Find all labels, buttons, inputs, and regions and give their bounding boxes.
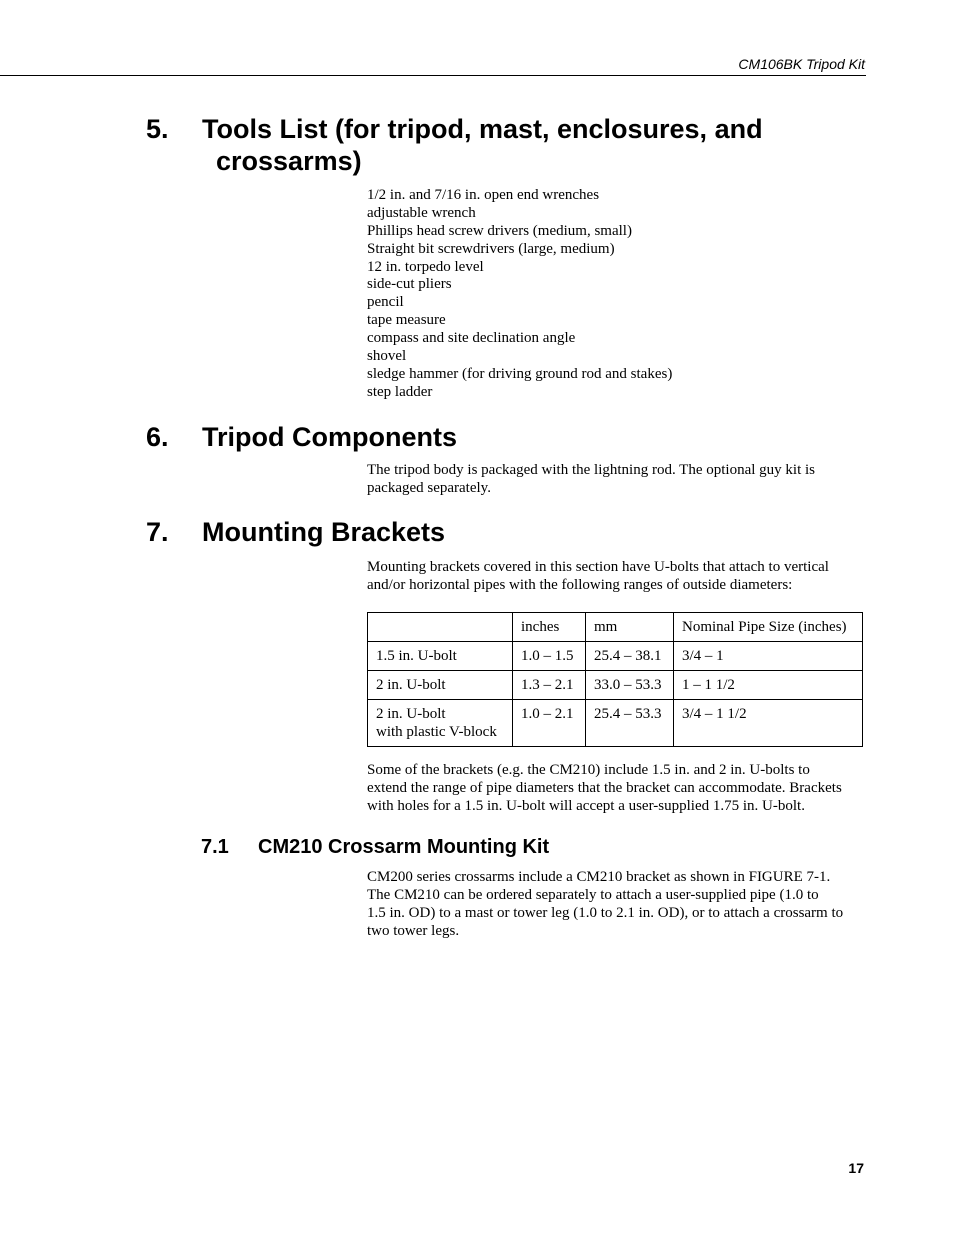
table-cell: 3/4 – 1 1/2 [674, 700, 863, 747]
section-7-1-body [367, 868, 867, 940]
list-item: 12 in. torpedo level [367, 258, 484, 275]
list-item: side-cut pliers [367, 276, 452, 293]
table-cell: 3/4 – 1 [674, 642, 863, 671]
list-item: pencil [367, 294, 404, 311]
section-7-outro [367, 761, 867, 815]
section-5-number: 5. [146, 114, 169, 144]
section-6-body [367, 461, 867, 497]
tools-list [367, 186, 867, 401]
table-cell: 1.5 in. U-bolt [368, 642, 513, 671]
table-cell: 1 – 1 1/2 [674, 671, 863, 700]
list-item: sledge hammer (for driving ground rod and stakes) [367, 365, 673, 382]
section-7-outro-line3: with holes for a 1.5 in. U-bolt will accept a user-supplied 1.75 in. U-bolt. [367, 798, 805, 814]
section-7-heading [146, 516, 445, 548]
section-7-1-number: 7.1 [201, 836, 229, 858]
section-7-title: Mounting Brackets [202, 517, 446, 547]
section-6-body-line2: packaged separately. [367, 480, 491, 496]
table-cell [368, 700, 513, 747]
section-6-body-line1: The tripod body is packaged with the lightning rod. The optional guy kit is [367, 462, 815, 478]
section-7-intro [367, 558, 867, 594]
section-6-title: Tripod Components [202, 422, 457, 452]
list-item: 1/2 in. and 7/16 in. open end wrenches [367, 187, 600, 203]
section-7-1-body-line4: two tower legs. [367, 923, 460, 939]
section-7-1-body-line3: 1.5 in. OD) to a mast or tower leg (1.0 to 2.1 in. OD), or to attach a crossarm to [367, 905, 844, 921]
table-row [368, 700, 863, 747]
list-item: compass and site declination angle [367, 330, 576, 347]
table-cell: 1.0 – 1.5 [513, 642, 586, 671]
list-item: Phillips head screw drivers (medium, small) [367, 222, 632, 239]
section-7-1-title: CM210 Crossarm Mounting Kit [258, 836, 550, 858]
section-7-intro-line1: Mounting brackets covered in this section have U-bolts that attach to vertical [367, 559, 829, 575]
table-cell: 33.0 – 53.3 [586, 671, 674, 700]
section-7-outro-line1: Some of the brackets (e.g. the CM210) include 1.5 in. and 2 in. U-bolts to [367, 762, 810, 778]
section-5-heading [146, 113, 763, 177]
table-cell: 1.0 – 2.1 [513, 700, 586, 747]
section-6-number: 6. [146, 422, 169, 452]
list-item: step ladder [367, 383, 433, 400]
section-7-1-heading [201, 835, 549, 859]
pipe-size-table [367, 612, 863, 747]
table-header-cell [368, 613, 513, 642]
table-cell-line2: with plastic V-block [376, 724, 497, 740]
table-header-cell: Nominal Pipe Size (inches) [674, 613, 863, 642]
page-number: 17 [848, 1160, 864, 1176]
table-cell-line1: 2 in. U-bolt [376, 706, 446, 722]
section-5-title-line1: Tools List (for tripod, mast, enclosures, and [202, 114, 763, 144]
table-cell: 25.4 – 53.3 [586, 700, 674, 747]
tools-list-block [367, 186, 867, 401]
running-header-title: CM106BK Tripod Kit [738, 56, 865, 72]
table-header-row [368, 613, 863, 642]
table-cell: 1.3 – 2.1 [513, 671, 586, 700]
list-item: shovel [367, 348, 407, 365]
table-row [368, 642, 863, 671]
list-item: tape measure [367, 312, 446, 329]
table-header-cell: inches [513, 613, 586, 642]
table-cell: 25.4 – 38.1 [586, 642, 674, 671]
section-7-outro-line2: extend the range of pipe diameters that the bracket can accommodate. Brackets [367, 780, 842, 796]
list-item: adjustable wrench [367, 204, 476, 221]
section-7-intro-line2: and/or horizontal pipes with the following ranges of outside diameters: [367, 577, 793, 593]
section-6-heading [146, 421, 457, 453]
section-5-title-line2: crossarms) [216, 146, 362, 176]
list-item: Straight bit screwdrivers (large, medium) [367, 240, 615, 257]
table-row [368, 671, 863, 700]
table-header-cell: mm [586, 613, 674, 642]
header-rule [0, 75, 866, 76]
section-7-1-body-line1: CM200 series crossarms include a CM210 bracket as shown in FIGURE 7-1. [367, 869, 831, 885]
section-7-number: 7. [146, 517, 169, 547]
table-cell: 2 in. U-bolt [368, 671, 513, 700]
section-7-1-body-line2: The CM210 can be ordered separately to attach a user-supplied pipe (1.0 to [367, 887, 819, 903]
